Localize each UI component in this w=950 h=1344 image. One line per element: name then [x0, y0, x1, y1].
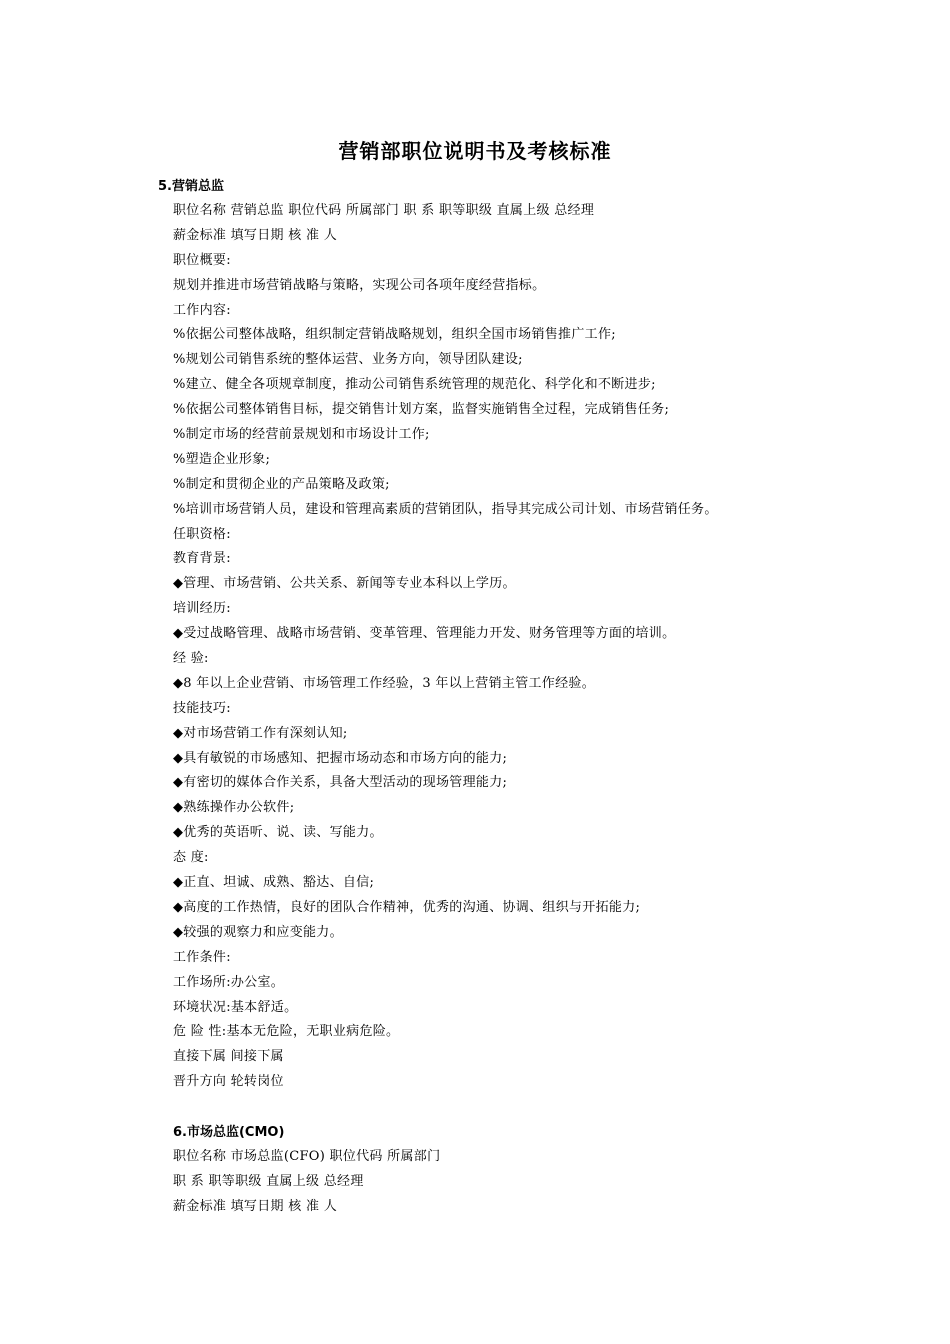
text-line: 工作场所:办公室。 — [173, 974, 285, 990]
text-line: ◆对市场营销工作有深刻认知; — [173, 725, 348, 741]
text-line: 薪金标准 填写日期 核 准 人 — [173, 227, 338, 243]
text-line: ◆熟练操作办公软件; — [173, 800, 295, 816]
text-line: %建立、健全各项规章制度，推动公司销售系统管理的规范化、科学化和不断进步; — [173, 377, 656, 393]
text-line: ◆具有敏锐的市场感知、把握市场动态和市场方向的能力; — [173, 750, 508, 766]
text-line: ◆有密切的媒体合作关系，具备大型活动的现场管理能力; — [173, 775, 508, 791]
text-line: 危 险 性:基本无危险，无职业病危险。 — [173, 1024, 400, 1040]
text-line: 技能技巧: — [173, 700, 231, 716]
section-heading-sales-director: 5.营销总监 — [158, 179, 224, 194]
section-body-marketing-director — [173, 1145, 440, 1220]
text-line: 培训经历: — [173, 601, 231, 617]
text-line: 任职资格: — [173, 526, 231, 542]
text-line: %塑造企业形象; — [173, 451, 271, 467]
text-line: %依据公司整体战略，组织制定营销战略规划，组织全国市场销售推广工作; — [173, 327, 616, 343]
section-heading-marketing-director: 6.市场总监(CMO) — [173, 1125, 285, 1140]
text-line: ◆受过战略管理、战略市场营销、变革管理、管理能力开发、财务管理等方面的培训。 — [173, 626, 676, 642]
text-line: 教育背景: — [173, 551, 231, 567]
text-line: 经 验: — [173, 651, 209, 667]
text-line: 工作条件: — [173, 949, 231, 965]
text-line: ◆高度的工作热情，良好的团队合作精神，优秀的沟通、协调、组织与开拓能力; — [173, 899, 641, 915]
text-line: 晋升方向 轮转岗位 — [173, 1074, 284, 1090]
text-line: 规划并推进市场营销战略与策略，实现公司各项年度经营指标。 — [173, 277, 546, 293]
text-line: %培训市场营销人员，建设和管理高素质的营销团队，指导其完成公司计划、市场营销任务。 — [173, 501, 718, 517]
text-line: %依据公司整体销售目标，提交销售计划方案，监督实施销售全过程，完成销售任务; — [173, 402, 670, 418]
text-line: %规划公司销售系统的整体运营、业务方向，领导团队建设; — [173, 352, 523, 368]
text-line: %制定市场的经营前景规划和市场设计工作; — [173, 427, 430, 443]
text-line: ◆较强的观察力和应变能力。 — [173, 924, 343, 940]
text-line: ◆正直、坦诚、成熟、豁达、自信; — [173, 875, 375, 891]
document-title: 营销部职位说明书及考核标准 — [338, 139, 612, 163]
section-body-sales-director — [173, 199, 718, 1095]
text-line: 直接下属 间接下属 — [173, 1049, 284, 1065]
text-line: ◆优秀的英语听、说、读、写能力。 — [173, 825, 383, 841]
text-line: 薪金标准 填写日期 核 准 人 — [173, 1198, 338, 1214]
text-line: 职位名称 市场总监(CFO) 职位代码 所属部门 — [173, 1149, 441, 1164]
text-line: ◆管理、市场营销、公共关系、新闻等专业本科以上学历。 — [173, 576, 516, 592]
text-line: 职位名称 营销总监 职位代码 所属部门 职 系 职等职级 直属上级 总经理 — [173, 203, 595, 218]
text-line: 工作内容: — [173, 302, 231, 318]
text-line: ◆8 年以上企业营销、市场管理工作经验，3 年以上营销主管工作经验。 — [173, 675, 596, 691]
text-line: 环境状况:基本舒适。 — [173, 999, 298, 1015]
text-line: 职位概要: — [173, 252, 231, 268]
text-line: %制定和贯彻企业的产品策略及政策; — [173, 476, 390, 492]
text-line: 职 系 职等职级 直属上级 总经理 — [173, 1173, 364, 1189]
text-line: 态 度: — [173, 850, 209, 866]
